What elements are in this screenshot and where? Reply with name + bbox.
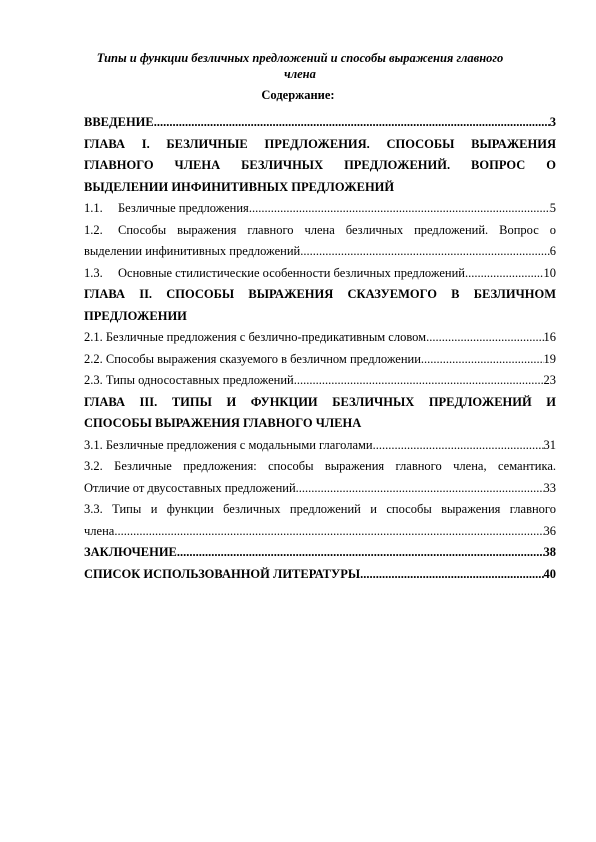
toc-chapter-1-line-3[interactable]: ВЫДЕЛЕНИИ ИНФИНИТИВНЫХ ПРЕДЛОЖЕНИЙ [84,179,395,194]
leader-dots [360,564,543,586]
toc-page-number: 33 [543,480,556,495]
toc-entry-text: ЗАКЛЮЧЕНИЕ [84,545,177,559]
toc-page-number: 19 [543,351,556,366]
leader-dots [114,521,543,543]
toc-entry-2-1[interactable] [84,327,556,349]
toc-chapter-3-line-2[interactable]: СПОСОБЫ ВЫРАЖЕНИЯ ГЛАВНОГО ЧЛЕНА [84,416,362,430]
toc-entry-3-2-line-1[interactable]: 3.2. Безличные предложения: способы выражения главного члена, семантика. [84,459,556,473]
toc-entry-3-3-line-1[interactable]: 3.3. Типы и функции безличных предложений и способы выражения главного [84,502,556,516]
toc-entry-text: 3.1. Безличные предложения с модальными глаголами [84,437,373,452]
toc-chapter-3-line-1[interactable]: ГЛАВА III. ТИПЫ И ФУНКЦИИ БЕЗЛИЧНЫХ ПРЕДЛОЖЕНИЙ И [84,394,556,409]
toc-entry-1-3[interactable] [84,263,556,285]
leader-dots [249,198,550,220]
toc-entry-text: Способы выражения главного члена безличных предложений. Вопрос о [118,222,556,237]
toc-entry-2-3[interactable] [84,370,556,392]
leader-dots [421,349,544,371]
toc-page-number: 38 [543,545,556,559]
toc-entry-intro[interactable] [84,112,556,134]
toc-entry-text: Основные стилистические особенности безличных предложений [118,265,465,280]
leader-dots [465,263,544,285]
toc-entry-number: 1.3. [84,265,103,280]
toc-entry-2-2[interactable] [84,349,556,371]
leader-dots [373,435,544,457]
toc-page-number: 10 [543,265,556,280]
toc-entry-1-1[interactable] [84,198,556,220]
leader-dots [426,327,543,349]
toc-entry-text: Отличие от двусоставных предложений [84,480,296,495]
toc-entry-3-1[interactable] [84,435,556,457]
toc-entry-1-2-line-2[interactable] [84,241,556,263]
toc-entry-text: СПИСОК ИСПОЛЬЗОВАННОЙ ЛИТЕРАТУРЫ [84,566,361,581]
toc-chapter-2-line-2[interactable]: ПРЕДЛОЖЕНИИ [84,308,187,323]
toc-page-number: 5 [549,201,556,215]
toc-entry-text: 2.1. Безличные предложения с безлично-предикативным словом [84,330,427,344]
toc-page-number: 40 [543,566,556,581]
table-of-contents [84,112,556,585]
toc-page-number: 36 [543,523,556,538]
toc-entry-text: 2.3. Типы односоставных предложений [84,373,294,387]
toc-page-number: 16 [543,330,556,344]
toc-entry-text: Безличные предложения [118,201,249,215]
toc-entry-number: 1.2. [84,222,103,237]
toc-entry-text: 2.2. Способы выражения сказуемого в безличном предложении [84,351,421,366]
leader-dots [154,112,550,134]
toc-entry-text: члена [84,523,115,538]
leader-dots [177,542,544,564]
toc-heading: Содержание: [261,88,335,102]
document-title: Типы и функции безличных предложений и способы выражения главного члена [96,51,504,81]
leader-dots [296,478,544,500]
toc-entry-text: ВВЕДЕНИЕ [84,115,154,129]
toc-page-number: 3 [549,115,556,129]
toc-entry-number: 1.1. [84,201,103,215]
toc-chapter-1-line-1[interactable]: ГЛАВА I. БЕЗЛИЧНЫЕ ПРЕДЛОЖЕНИЯ. СПОСОБЫ ВЫРАЖЕНИЯ [84,136,556,151]
toc-chapter-2-line-1[interactable]: ГЛАВА II. СПОСОБЫ ВЫРАЖЕНИЯ СКАЗУЕМОГО В БЕЗЛИЧНОМ [84,287,556,301]
toc-page-number: 23 [543,373,556,387]
toc-entry-3-3-line-2[interactable] [84,521,556,543]
toc-entry-text: выделении инфинитивных предложений [84,244,301,258]
toc-page-number: 31 [543,437,556,452]
leader-dots [300,241,550,263]
toc-entry-conclusion[interactable] [84,542,556,564]
toc-entry-3-2-line-2[interactable] [84,478,556,500]
leader-dots [294,370,544,392]
toc-page-number: 6 [549,244,556,258]
toc-chapter-1-line-2[interactable]: ГЛАВНОГО ЧЛЕНА БЕЗЛИЧНЫХ ПРЕДЛОЖЕНИЙ. ВОПРОС О [84,158,556,172]
toc-entry-1-2-line-1[interactable] [84,220,556,242]
toc-entry-references[interactable] [84,564,556,586]
